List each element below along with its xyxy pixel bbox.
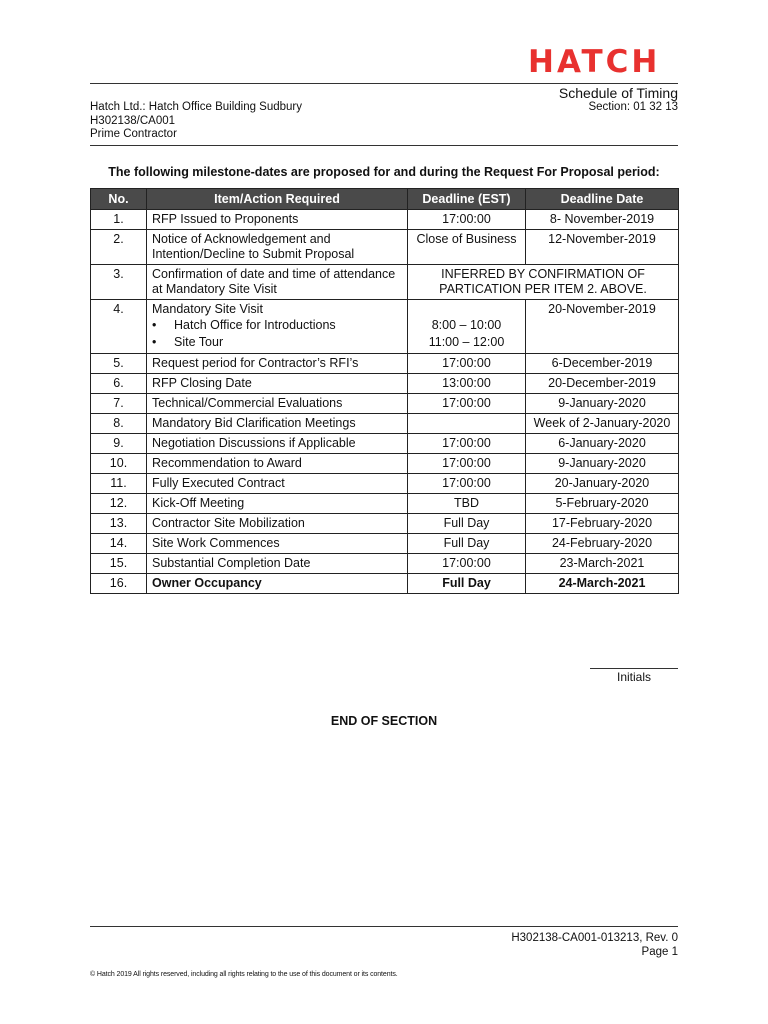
initials-line [590,668,678,669]
table-row [91,574,679,594]
subitem-label: Hatch Office for Introductions [174,318,336,332]
table-row [91,414,679,434]
row-item: Confirmation of date and time of attendance at Mandatory Site Visit [147,265,408,300]
row-number: 1. [91,210,147,230]
row-date: 20-December-2019 [526,374,679,394]
table-row [91,454,679,474]
row-date: 12-November-2019 [526,230,679,265]
table-row [91,394,679,414]
row-number: 4. [91,300,147,354]
row-time: TBD [408,494,526,514]
row-item-group [147,300,408,354]
hatch-logo: HATCH [528,44,661,80]
row-time-group [408,300,526,354]
table-row [91,265,679,300]
row-time: Full Day [408,514,526,534]
row-time: Full Day [408,534,526,554]
row-item: Substantial Completion Date [147,554,408,574]
row-time: 17:00:00 [408,454,526,474]
row-item: RFP Issued to Proponents [147,210,408,230]
row-time: 17:00:00 [408,394,526,414]
row-date: 6-December-2019 [526,354,679,374]
row-date: 17-February-2020 [526,514,679,534]
row-item: Negotiation Discussions if Applicable [147,434,408,454]
row-number: 12. [91,494,147,514]
subitem [152,334,402,351]
row-number: 13. [91,514,147,534]
row-number: 9. [91,434,147,454]
row-time: Close of Business [408,230,526,265]
row-time: 8:00 – 10:00 [431,318,502,332]
row-time: 17:00:00 [408,434,526,454]
row-time [408,414,526,434]
row-time: 17:00:00 [408,474,526,494]
row-number: 8. [91,414,147,434]
row-item: Site Work Commences [147,534,408,554]
table-row [91,474,679,494]
header-date: Deadline Date [526,189,679,210]
row-date: 20-January-2020 [526,474,679,494]
row-date: 24-March-2021 [526,574,679,594]
row-number: 16. [91,574,147,594]
row-merged-note: INFERRED BY CONFIRMATION OF PARTICATION PER ITEM 2. ABOVE. [408,265,679,300]
row-number: 7. [91,394,147,414]
header-rule [90,83,678,84]
header-time: Deadline (EST) [408,189,526,210]
footer-rule [90,926,678,927]
project-line: H302138/CA001 [90,114,176,127]
row-item: Mandatory Bid Clarification Meetings [147,414,408,434]
milestone-table [90,188,679,594]
row-item: Technical/Commercial Evaluations [147,394,408,414]
row-number: 2. [91,230,147,265]
row-time: 13:00:00 [408,374,526,394]
row-number: 3. [91,265,147,300]
row-number: 6. [91,374,147,394]
document-title: Schedule of Timing [558,85,678,101]
row-date: 9-January-2020 [526,454,679,474]
table-row [91,514,679,534]
table-row [91,210,679,230]
row-number: 5. [91,354,147,374]
row-item: Kick-Off Meeting [147,494,408,514]
end-of-section: END OF SECTION [330,714,438,728]
table-row [91,374,679,394]
table-row [91,534,679,554]
row-time: 17:00:00 [408,210,526,230]
header-rule-bottom [90,145,678,146]
row-item: Request period for Contractor’s RFI’s [147,354,408,374]
project-line: Prime Contractor [90,128,177,140]
row-date: 20-November-2019 [526,300,679,354]
row-number: 10. [91,454,147,474]
row-date: 6-January-2020 [526,434,679,454]
row-date: 5-February-2020 [526,494,679,514]
bullet-icon: • [152,335,157,349]
table-header-row [91,189,679,210]
project-line: Hatch Ltd.: Hatch Office Building Sudbury [90,101,303,113]
footer-reference [511,931,678,959]
table-row [91,494,679,514]
table-row [91,230,679,265]
row-time: 11:00 – 12:00 [428,335,505,349]
row-item: Owner Occupancy [147,574,408,594]
row-time: 17:00:00 [408,354,526,374]
project-info [90,101,302,142]
table-row [91,300,679,354]
row-item: RFP Closing Date [147,374,408,394]
row-item: Recommendation to Award [147,454,408,474]
row-time: Full Day [408,574,526,594]
initials-label: Initials [616,670,651,684]
row-number: 11. [91,474,147,494]
subitem-label: Site Tour [174,335,224,349]
table-row [91,554,679,574]
row-date: 23-March-2021 [526,554,679,574]
row-item: Notice of Acknowledgement and Intention/Decline to Submit Proposal [147,230,408,265]
bullet-icon: • [152,318,157,332]
row-item: Mandatory Site Visit [152,302,263,316]
row-date: 8- November-2019 [526,210,679,230]
subitem [152,317,402,334]
table-row [91,354,679,374]
row-date: 9-January-2020 [526,394,679,414]
row-number: 15. [91,554,147,574]
intro-text: The following milestone-dates are proposed for and during the Request For Proposal period: [108,165,660,179]
document-reference: H302138-CA001-013213, Rev. 0 [511,932,678,944]
row-item: Contractor Site Mobilization [147,514,408,534]
copyright-notice: © Hatch 2019 All rights reserved, including all rights relating to the use of this document or its contents. [90,971,398,978]
row-time: 17:00:00 [408,554,526,574]
section-number: Section: 01 32 13 [588,101,678,113]
row-date: Week of 2-January-2020 [526,414,679,434]
page-number: Page 1 [641,946,678,958]
row-number: 14. [91,534,147,554]
header-no: No. [91,189,147,210]
row-item: Fully Executed Contract [147,474,408,494]
row-date: 24-February-2020 [526,534,679,554]
table-row [91,434,679,454]
header-item: Item/Action Required [147,189,408,210]
